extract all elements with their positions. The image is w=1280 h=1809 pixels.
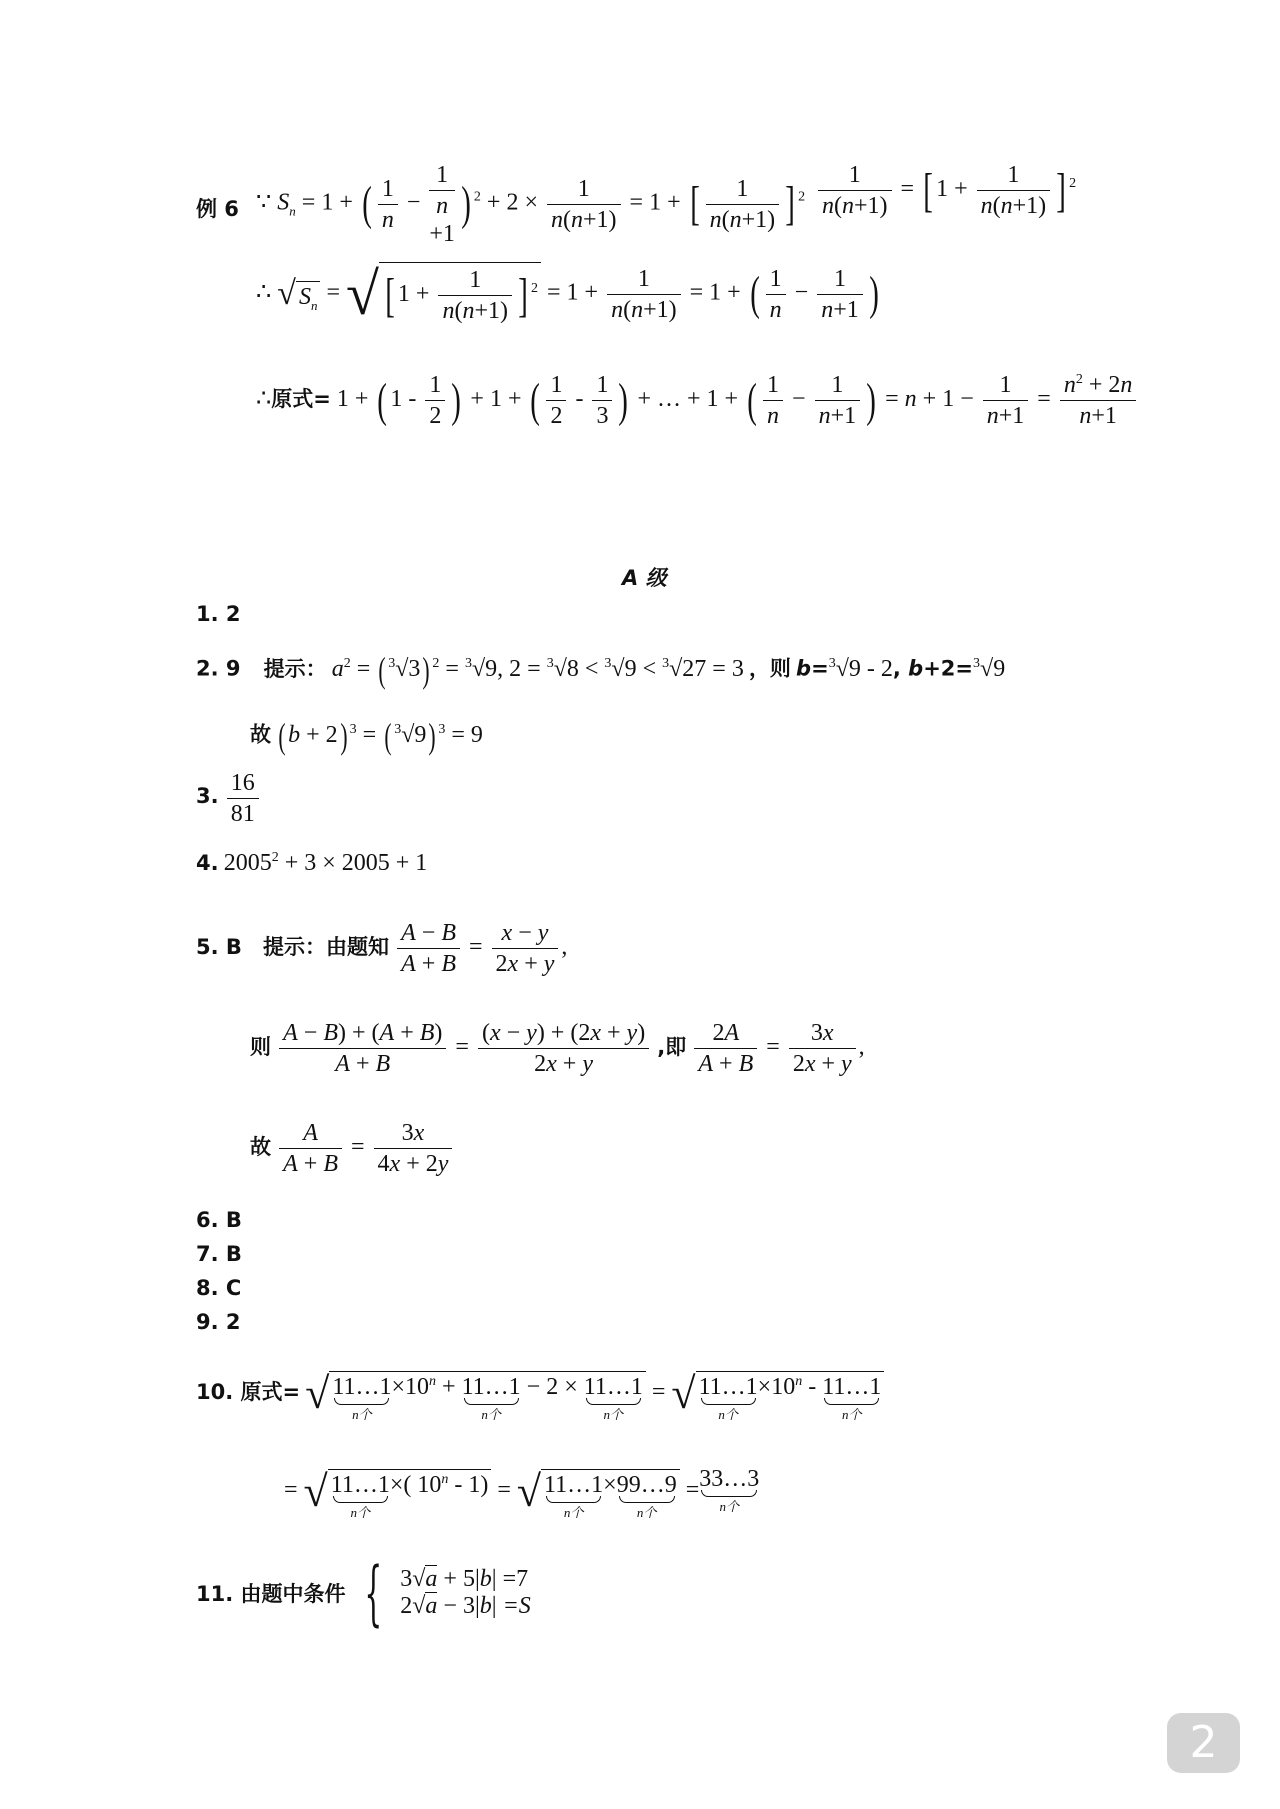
answer-5-line-3: 故 $\frac{A}{A + B}$ = $\frac{3x}{4x + 2y}$ <box>250 1118 455 1179</box>
yuanshi-label: 原式= <box>271 387 331 412</box>
answer-6: 6. B <box>196 1208 242 1232</box>
answer-10: 10. 原式= √ 11…1 n个 $\times 10^n$ + 11…1 n个 − 2 × 11…1 n个 = √ 11…1 n个 $\times 10^n$ - 11…1 n个 <box>196 1368 884 1419</box>
because-symbol: ∵ <box>256 189 272 216</box>
answer-10-line-2: = √ 11…1 n个 ×( 10$^n$ - 1) = √ 11…1 n个 ×99…9 n个 =33…3 n个 <box>284 1466 760 1520</box>
example-6-line-2: ∴ √ $S_n$ = √ [ 1 + $\frac{1}{n(n+1)}$ ] $^2$ = 1 + $\frac{1}{n(n+1)}$ = 1 + ( $\frac{1}{n}$ − $\frac{1}{n+1}$ ) <box>256 261 879 327</box>
answer-2-line-2: 故 (b + 2) $^3$ = ( $^3$√9) $^3$ = 9 <box>250 716 483 756</box>
answer-5: 5. B 提示：由题知 $\frac{A - B}{A + B}$ = $\frac{x - y}{2x + y}$ , <box>196 920 568 977</box>
answer-1: 1. 2 <box>196 602 241 626</box>
page-number-badge: 2 <box>1167 1713 1240 1773</box>
therefore-symbol: ∴ <box>256 279 272 306</box>
example-6-line-1: ∵ $S_n = 1$ + ( $\frac{1}{n}$ − 1 n +1) $^2$ + 2 × $\frac{1}{n(n+1)}$ = 1 + [ $\frac{1}{n(n+1)}$ ] $^2$ <box>256 162 806 247</box>
example-6-label: 例 6 <box>196 197 239 221</box>
example-6-line-3: ∴原式= 1 + ( 1 - $\frac{1}{2}$ ) + 1 + ( $\frac{1}{2}$ - $\frac{1}{3}$ ) + … + 1 + ( $\frac{1}{n}$ − $\frac{1}{n+1}$ ) = n + 1 − $\frac{1}{n+1}$ = $\frac{n^2 + 2n}{n+1}$ <box>256 370 1139 431</box>
answer-3: 3. $\frac{16}{81}$ <box>196 768 262 829</box>
answer-9: 9. 2 <box>196 1310 241 1334</box>
section-title: A 级 <box>622 566 667 590</box>
answer-2: 2. 9 提示： $a^2$ = ( $^3$√3) $^2$ = $^3$√9, 2 = $^3$√8 < $^3$√9 < $^3$√27 = 3 ，则 b=$^3$√9 - 2, b+2=$^3$√9 <box>196 650 1006 690</box>
answer-4: 4. 2005$^2$ + 3 × 2005 + 1 <box>196 850 428 876</box>
answer-11: 11. 由题中条件 { 3√a + 5|b| =7 2√a − 3|b| =S <box>196 1552 531 1634</box>
answer-7: 7. B <box>196 1242 242 1266</box>
hint-label: 提示： <box>263 656 327 681</box>
example-6-line-1b: $\frac{1}{n(n+1)}$ = [ 1 + $\frac{1}{n(n+1)}$ ] $^2$ <box>815 160 1076 221</box>
answer-8: 8. C <box>196 1276 242 1300</box>
answer-5-line-2: 则 $\frac{A - B) + (A + B)}{A + B}$ = $\frac{(x - y) + (2x + y)}{2x + y}$ ,即 $\frac{2A}{A + B}$ = $\frac{3x}{2x + y}$ , <box>250 1020 865 1077</box>
